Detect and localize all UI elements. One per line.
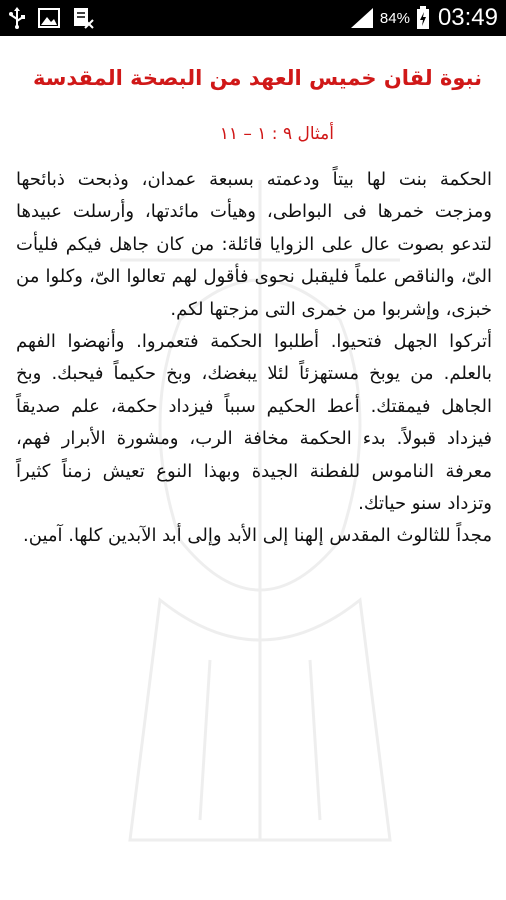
notification-icons [8, 7, 94, 29]
paragraph: مجداً للثالوث المقدس إلهنا إلى الأبد وإلى أبد الآبدين كلها. آمين. [23, 525, 492, 547]
clock: 03:49 [437, 4, 498, 31]
reading-content [0, 36, 506, 900]
reading-body [16, 164, 492, 553]
image-icon [38, 8, 60, 28]
paragraph: أتركوا الجهل فتحيوا. أطلبوا الحكمة فتعمروا. وأنهضوا الفهم بالعلم. من يوبخ مستهزئاً لئلا يبغضك، وبخ حكيماً فيحبك. وبخ الجاهل فيمقتك. أعط الحكيم سبباً فيزداد حكمة، علم صديقاً فيزداد قبولاً. بدء الحكمة مخافة الرب، ومشورة الأبرار فهم، معرفة الناموس للفطنة الجيدة وبهذا النوع تعيش زمناً كثيراً وتزداد سنو حياتك. [16, 331, 492, 515]
scripture-reference: أمثال ٩ : ١ – ١١ [219, 124, 334, 144]
usb-icon [8, 7, 26, 29]
paragraph: الحكمة بنت لها بيتاً ودعمته بسبعة عمدان، وذبحت ذبائحها ومزجت خمرها فى البواطى، وهيأت مائدتها، وأرسلت عبيدها لتدعو بصوت عال على الزوايا قائلة: من كان جاهل فيكم فليأت الىّ، والناقص علماً فليقبل نحوى فأقول لهم تعالوا الىّ، وكلوا من خبزى، وإشربوا من خمرى التى مزجتها لكم. [16, 169, 492, 320]
system-indicators [350, 4, 498, 32]
document-icon [72, 7, 94, 29]
signal-icon [350, 7, 374, 29]
battery-percent: 84% [379, 9, 410, 27]
status-bar [0, 0, 506, 36]
battery-icon [416, 6, 430, 30]
page-title: نبوة لقان خميس العهد من البصخة المقدسة [32, 66, 482, 90]
